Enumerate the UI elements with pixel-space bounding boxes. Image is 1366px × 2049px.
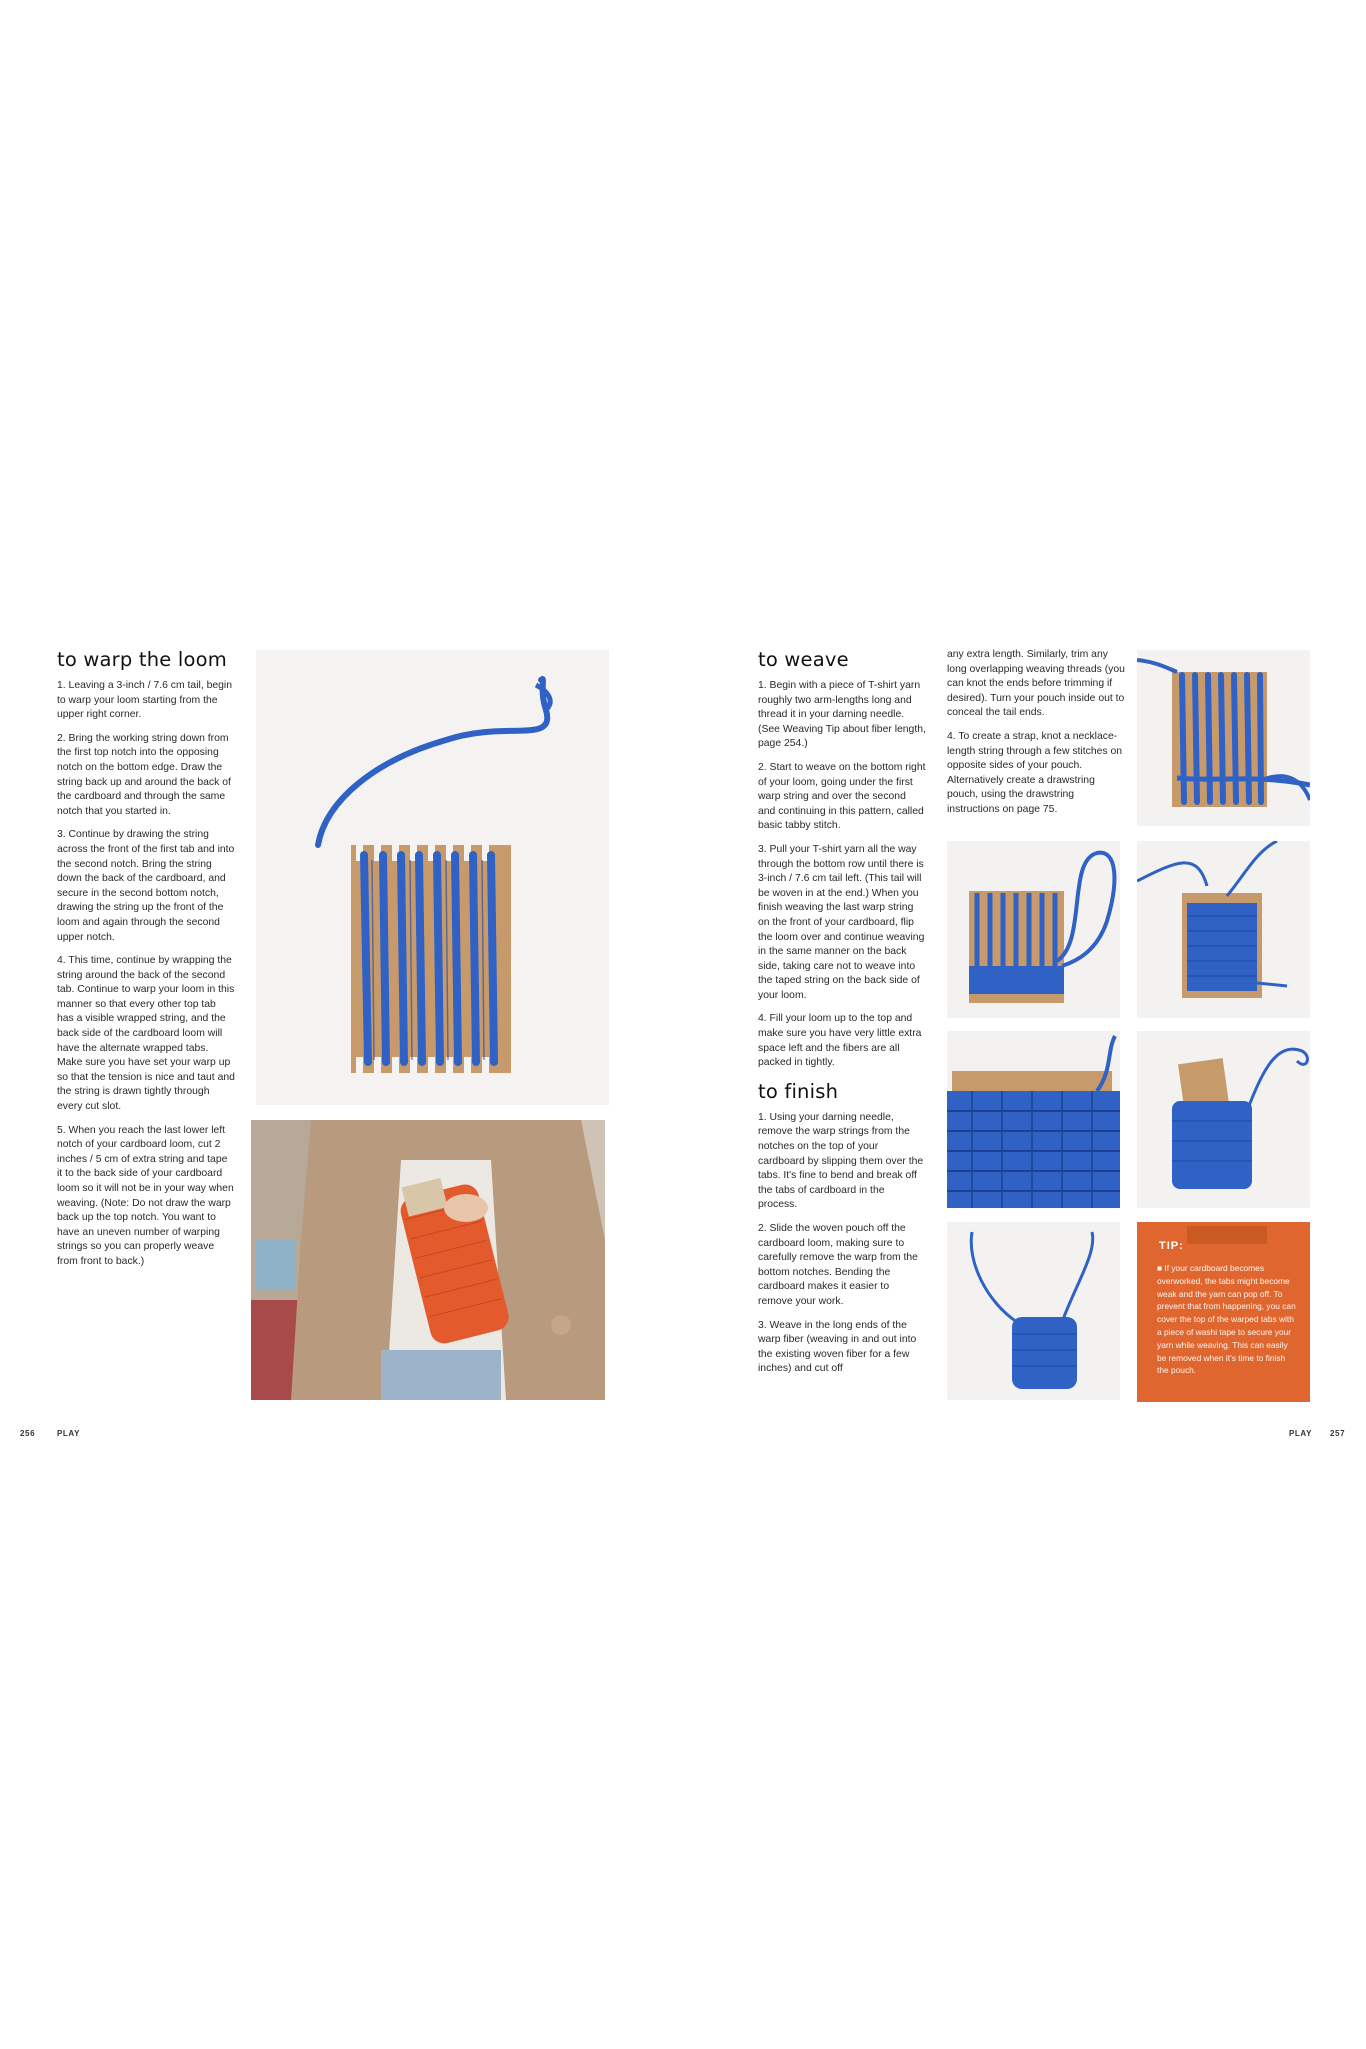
weave-step-3: 3. Pull your T-shirt yarn all the way through the bottom row until there is 3-inch / 7.6 cm tail left. (This tail will be woven in at the end.) When you finish weaving the last warp string on the front of your cardboard, flip the loom over and continue weaving in the same manner on the back side, taking care not to weave into the taped string on the back side of your loom. bbox=[758, 843, 925, 1001]
weave-heading: to weave bbox=[758, 648, 849, 671]
weave-step-1: 1. Begin with a piece of T-shirt yarn roughly two arm-lengths long and thread it in your darning needle. (See Weaving Tip about fiber length, page 254.) bbox=[758, 680, 926, 750]
warp-step-5: 5. When you reach the last lower left notch of your cardboard loom, cut 2 inches / 5 cm of extra string and tape it to the back side of your cardboard loom so it will not be in your way when weaving. (Note: Do not draw the warp back up the top notch. You want to have an uneven number of warping strings so you can properly weave from front to back.) bbox=[57, 1124, 234, 1267]
right-page-number: 257 bbox=[1330, 1429, 1346, 1438]
finish-step-1: 1. Using your darning needle, remove the warp strings from the notches on the top of your cardboard by slipping them over the tabs. It's fine to bend and break off the tabs of cardboard in the process. bbox=[758, 1111, 924, 1211]
warped-loom-photo bbox=[256, 650, 609, 1105]
warp-step-3: 3. Continue by drawing the string across the front of the first tab and into the second notch. Bring the string down the back of the cardboard, and secure in the second bottom notch, drawing the string up the front of the loom and again through the second upper notch. bbox=[57, 829, 235, 943]
woven-closeup-photo bbox=[947, 1031, 1120, 1208]
tape-strip bbox=[1187, 1226, 1267, 1244]
left-page-number: 256 bbox=[20, 1429, 36, 1438]
warp-step-4: 4. This time, continue by wrapping the string around the back of the second tab. Continue to warp your loom in this manner so that every other top tab has a visible wrapped string, and the back side of the cardboard loom will have the alternate wrapped tabs. Make sure you have set your warp up so that the tension is nice and taut and the string is drawn tightly through every cut slot. bbox=[57, 955, 235, 1113]
loom-half-woven-photo bbox=[1137, 841, 1310, 1018]
weave-step-4: 4. Fill your loom up to the top and make sure you have very little extra space left and the fibers are all packed in tightly. bbox=[758, 1013, 922, 1069]
right-section-label: PLAY bbox=[1289, 1429, 1313, 1438]
warp-step-1: 1. Leaving a 3-inch / 7.6 cm tail, begin to warp your loom starting from the upper right corner. bbox=[57, 680, 233, 721]
person-with-pouch-photo bbox=[251, 1120, 605, 1400]
loom-weaving-progress-photo bbox=[947, 841, 1120, 1018]
finished-pouch-photo bbox=[947, 1222, 1120, 1400]
finish-continued bbox=[947, 648, 1127, 827]
weave-step-2: 2. Start to weave on the bottom right of your loom, going under the first warp string and over the second and continuing in this pattern, called basic tabby stitch. bbox=[758, 761, 926, 832]
finish-step-2: 2. Slide the woven pouch off the cardboard loom, making sure to carefully remove the warp from the bottom notches. Bending the cardboard makes it easier to remove your work. bbox=[758, 1223, 918, 1307]
pouch-removal-photo bbox=[1137, 1031, 1310, 1208]
finish-step-4: 4. To create a strap, knot a necklace-length string through a few stitches on opposite sides of your pouch. Alternatively create a drawstring pouch, using the drawstring instructions on page 75. bbox=[947, 730, 1123, 815]
finish-step-3: 3. Weave in the long ends of the warp fiber (weaving in and out into the existing woven fiber for a few inches) and cut off bbox=[758, 1319, 917, 1375]
tip-text: ■ If your cardboard becomes overworked, the tabs might become weak and the yarn can pop off. To prevent that from happening, you can cover the top of the warped tabs with a piece of washi tape to secure your yarn while weaving. This can easily be removed when it's time to finish the pouch. bbox=[1157, 1263, 1296, 1376]
finish-heading: to finish bbox=[758, 1079, 839, 1103]
weave-instructions bbox=[758, 648, 926, 1386]
finish-continued-text: any extra length. Similarly, trim any long overlapping weaving threads (you can knot the ends before trimming if desired). Turn your pouch inside out to conceal the tail ends. bbox=[947, 649, 1125, 719]
tip-label: TIP: bbox=[1159, 1240, 1184, 1252]
left-section-label: PLAY bbox=[57, 1429, 81, 1438]
loom-start-weave-photo bbox=[1137, 650, 1310, 826]
warp-heading: to warp the loom bbox=[57, 648, 227, 671]
warp-step-2: 2. Bring the working string down from the first top notch into the opposing notch on the bottom edge. Draw the string back up and around the back of the cardboard and through the same notch that you started in. bbox=[57, 732, 231, 817]
warp-instructions bbox=[57, 648, 235, 1279]
tip-box bbox=[1137, 1222, 1310, 1402]
